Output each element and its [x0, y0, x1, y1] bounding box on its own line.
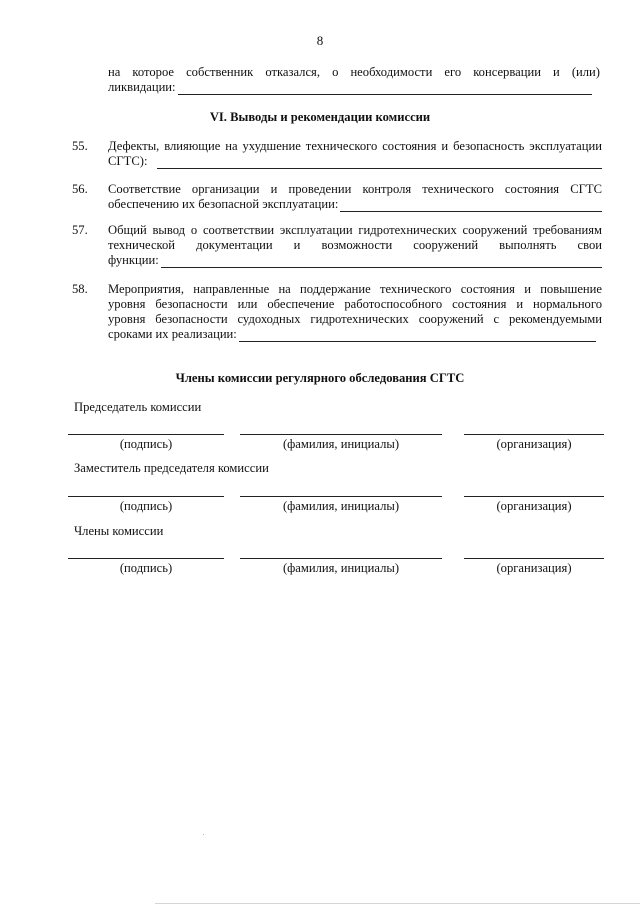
intro-line-2: [108, 80, 600, 95]
organization-line[interactable]: [464, 496, 604, 497]
fill-in-line[interactable]: [239, 330, 596, 342]
signature-line[interactable]: [68, 558, 224, 559]
caption-organization: (организация): [496, 561, 572, 575]
item-number: 58.: [72, 282, 88, 296]
item-last-prefix: обеспечению их безопасной эксплуатации:: [108, 197, 339, 211]
role-members: Члены комиссии: [74, 524, 164, 538]
organization-line[interactable]: [464, 558, 604, 559]
name-line[interactable]: [240, 558, 442, 559]
intro-paragraph: [108, 65, 600, 95]
item-last-prefix: функции:: [108, 253, 159, 267]
members-title: Члены комиссии регулярного обследования СГТС: [175, 371, 465, 385]
caption-organization: (организация): [496, 437, 572, 451]
item-number: 55.: [72, 139, 88, 153]
item-last-prefix: сроками их реализации:: [108, 327, 237, 341]
role-chairman: Председатель комиссии: [74, 400, 202, 414]
caption-signature: (подпись): [119, 437, 173, 451]
caption-organization: (организация): [496, 499, 572, 513]
item-line: Общий вывод о соответствии эксплуатации гидротехнических сооружений требованиям: [108, 223, 602, 237]
scan-edge-line: [155, 903, 640, 904]
item-text: [108, 282, 602, 342]
item-number: 57.: [72, 223, 88, 237]
fill-in-line[interactable]: [157, 157, 602, 169]
item-line: уровня безопасности судоходных гидротехнических сооружений с рекомендуемыми: [108, 312, 602, 326]
role-deputy-chairman: Заместитель председателя комиссии: [74, 461, 269, 475]
fill-in-line[interactable]: [340, 200, 602, 212]
item-last-line: [108, 327, 602, 342]
item-text: [108, 223, 602, 268]
item-last-line: [108, 253, 602, 268]
scan-dot: [203, 834, 204, 835]
intro-line-2-prefix: ликвидации:: [108, 80, 176, 94]
item-line: Дефекты, влияющие на ухудшение технического состояния и безопасность эксплуатации: [108, 139, 602, 153]
name-line[interactable]: [240, 434, 442, 435]
item-text: [108, 182, 602, 212]
item-line: Соответствие организации и проведении контроля технического состояния СГТС: [108, 182, 602, 196]
signature-line[interactable]: [68, 496, 224, 497]
caption-signature: (подпись): [119, 561, 173, 575]
intro-line-1: на которое собственник отказался, о необходимости его консервации и (или): [108, 65, 600, 79]
item-last-line: [108, 197, 602, 212]
organization-line[interactable]: [464, 434, 604, 435]
item-line: Мероприятия, направленные на поддержание технического состояния и повышение: [108, 282, 602, 296]
item-number: 56.: [72, 182, 88, 196]
item-text: [108, 139, 602, 169]
item-last-prefix: СГТС):: [108, 154, 148, 168]
caption-name: (фамилия, инициалы): [282, 499, 400, 513]
item-last-line: [108, 154, 602, 169]
name-line[interactable]: [240, 496, 442, 497]
item-line: уровня безопасности или обеспечение работоспособного состояния и нормального: [108, 297, 602, 311]
signature-line[interactable]: [68, 434, 224, 435]
item-line: технической документации и возможности сооружений выполнять свои: [108, 238, 602, 252]
fill-in-line[interactable]: [178, 83, 592, 95]
page-number: 8: [316, 33, 324, 48]
caption-signature: (подпись): [119, 499, 173, 513]
caption-name: (фамилия, инициалы): [282, 561, 400, 575]
section-title: VI. Выводы и рекомендации комиссии: [209, 110, 431, 124]
caption-name: (фамилия, инициалы): [282, 437, 400, 451]
fill-in-line[interactable]: [161, 256, 602, 268]
